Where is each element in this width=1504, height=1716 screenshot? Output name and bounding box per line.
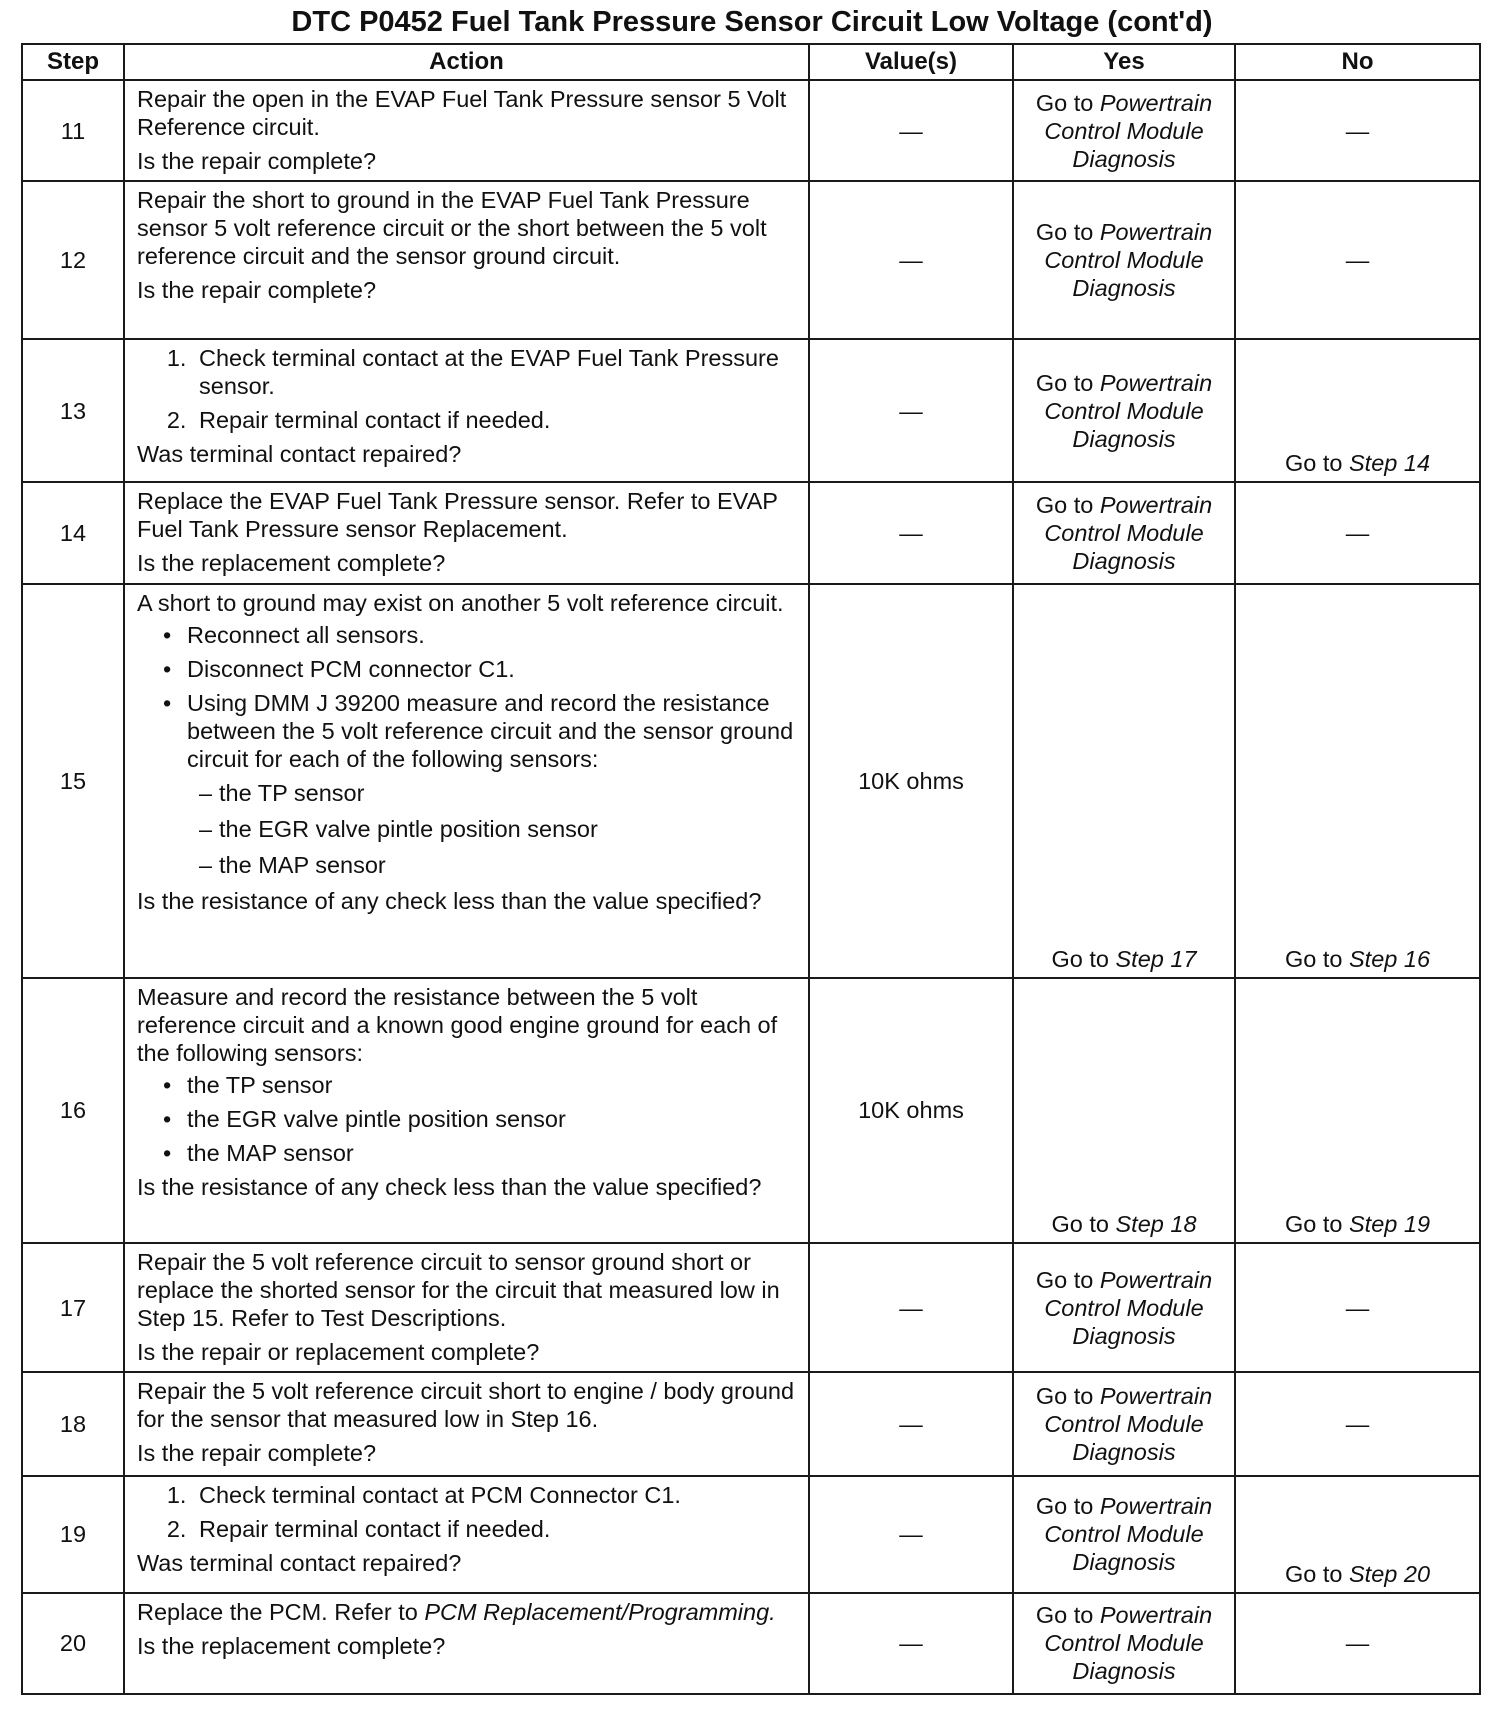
yes-cell [1013, 1243, 1235, 1372]
go-to-text: Go to [1035, 1493, 1100, 1520]
diagnostic-table [21, 43, 1481, 1695]
pcm-link-line1: Powertrain [1099, 369, 1213, 396]
go-to-text: Go to [1284, 1560, 1349, 1587]
pcm-link-line3: Diagnosis [1072, 1438, 1176, 1465]
table-row [22, 80, 1480, 181]
pcm-link-line3: Diagnosis [1072, 425, 1176, 452]
value-cell: 10K ohms [809, 978, 1013, 1243]
yes-cell [1013, 584, 1235, 978]
pcm-link-line3: Diagnosis [1072, 548, 1176, 575]
no-cell: — [1235, 482, 1480, 583]
action-cell [124, 1372, 809, 1475]
step-number: 13 [22, 339, 124, 483]
step-link: Step 20 [1349, 1560, 1431, 1587]
step-number: 18 [22, 1372, 124, 1475]
pcm-link-line3: Diagnosis [1072, 1658, 1176, 1685]
step-number: 14 [22, 482, 124, 583]
yes-cell [1013, 339, 1235, 483]
step-number: 15 [22, 584, 124, 978]
header-action: Action [124, 44, 809, 80]
table-row [22, 482, 1480, 583]
action-text: Repair the 5 volt reference circuit short to engine / body ground for the sensor that measured low in Step 16. [137, 1378, 795, 1433]
header-row [22, 44, 1480, 80]
action-cell [124, 1243, 809, 1372]
list-item: – the EGR valve pintle position sensor [219, 815, 802, 843]
yes-cell [1013, 1593, 1235, 1694]
action-text: Measure and record the resistance between the 5 volt reference circuit and a known good engine ground for each of the following sensors: [137, 983, 778, 1066]
pcm-link-line1: Powertrain [1099, 1602, 1213, 1629]
value-cell: — [809, 1372, 1013, 1475]
value-cell: — [809, 1476, 1013, 1593]
step-number: 20 [22, 1593, 124, 1694]
yes-cell [1013, 482, 1235, 583]
table-row [22, 1372, 1480, 1475]
action-question: Was terminal contact repaired? [137, 1549, 462, 1576]
pcm-link-line2: Control Module [1044, 520, 1204, 547]
value-cell: — [809, 181, 1013, 339]
header-values: Value(s) [809, 44, 1013, 80]
action-text: Repair the open in the EVAP Fuel Tank Pressure sensor 5 Volt Reference circuit. [137, 86, 787, 140]
pcm-link-line2: Control Module [1044, 247, 1204, 273]
go-to-text: Go to [1035, 1382, 1100, 1409]
table-row [22, 584, 1480, 978]
action-text-pre: Replace the PCM. Refer to [137, 1598, 425, 1625]
step-link: Step 16 [1349, 945, 1431, 972]
action-question: Was terminal contact repaired? [137, 440, 462, 467]
step-number: 19 [22, 1476, 124, 1593]
action-text: Repair the 5 volt reference circuit to sensor ground short or replace the shorted sensor for the circuit that measured low in Step 15. Refer to Test Descriptions. [137, 1248, 780, 1331]
pcm-link-line1: Powertrain [1099, 1382, 1213, 1409]
yes-cell [1013, 978, 1235, 1243]
page-title: DTC P0452 Fuel Tank Pressure Sensor Circuit Low Voltage (cont'd) [291, 6, 1213, 38]
go-to-text: Go to [1284, 945, 1349, 972]
go-to-text: Go to [1051, 1210, 1116, 1237]
no-cell [1235, 584, 1480, 978]
pcm-link-line1: Powertrain [1099, 1493, 1213, 1520]
numbered-list [137, 344, 802, 434]
value-cell: — [809, 1593, 1013, 1694]
action-cell [124, 584, 809, 978]
action-question: Is the replacement complete? [137, 550, 446, 577]
pcm-link-line2: Control Module [1044, 1630, 1204, 1657]
pcm-link-line2: Control Module [1044, 117, 1204, 144]
step-link: Step 19 [1349, 1210, 1431, 1237]
yes-cell [1013, 80, 1235, 181]
go-to-text: Go to [1035, 1266, 1100, 1293]
value-cell: — [809, 1243, 1013, 1372]
action-question: Is the repair complete? [137, 148, 377, 174]
numbered-list [137, 1481, 802, 1543]
value-cell: 10K ohms [809, 584, 1013, 978]
yes-cell [1013, 1476, 1235, 1593]
pcm-link-line3: Diagnosis [1072, 145, 1176, 172]
action-cell [124, 80, 809, 181]
pcm-link-line2: Control Module [1044, 1521, 1204, 1548]
header-yes: Yes [1013, 44, 1235, 80]
no-cell: — [1235, 181, 1480, 339]
table-row [22, 339, 1480, 483]
action-question: Is the replacement complete? [137, 1632, 446, 1659]
action-cell [124, 339, 809, 483]
bullet-list [137, 1071, 802, 1167]
action-text: Repair the short to ground in the EVAP Fuel Tank Pressure sensor 5 volt reference circuit or the short between the 5 volt reference circuit and the sensor ground circuit. [137, 187, 767, 270]
action-cell [124, 482, 809, 583]
step-link: Step 17 [1115, 945, 1197, 972]
action-text [137, 1598, 802, 1626]
no-cell: — [1235, 1372, 1480, 1475]
pcm-link-line1: Powertrain [1099, 219, 1213, 245]
action-question: Is the repair complete? [137, 1440, 377, 1467]
action-cell [124, 978, 809, 1243]
step-link: Step 18 [1115, 1210, 1197, 1237]
pcm-link-line2: Control Module [1044, 397, 1204, 424]
no-cell [1235, 978, 1480, 1243]
go-to-text: Go to [1051, 945, 1116, 972]
dash-list [137, 779, 802, 879]
bullet-list [137, 621, 802, 773]
action-cell [124, 1593, 809, 1694]
pcm-link-line1: Powertrain [1099, 89, 1213, 116]
list-item: • Disconnect PCM connector C1. [187, 655, 802, 683]
go-to-text: Go to [1035, 1602, 1100, 1629]
pcm-link-line3: Diagnosis [1072, 1549, 1176, 1576]
action-question: Is the resistance of any check less than the value specified? [137, 887, 762, 914]
yes-cell [1013, 181, 1235, 339]
yes-cell [1013, 1372, 1235, 1475]
step-number: 11 [22, 80, 124, 181]
action-question: Is the resistance of any check less than the value specified? [137, 1173, 762, 1200]
step-number: 16 [22, 978, 124, 1243]
no-cell: — [1235, 1593, 1480, 1694]
pcm-replacement-ref: PCM Replacement/Programming. [424, 1598, 776, 1625]
pcm-link-line2: Control Module [1044, 1410, 1204, 1437]
action-question: Is the repair or replacement complete? [137, 1338, 540, 1365]
list-item: • the MAP sensor [187, 1139, 802, 1167]
value-cell: — [809, 339, 1013, 483]
go-to-text: Go to [1284, 1210, 1349, 1237]
value-cell: — [809, 482, 1013, 583]
pcm-link-line1: Powertrain [1099, 1266, 1213, 1293]
step-number: 17 [22, 1243, 124, 1372]
list-item: 1. Check terminal contact at PCM Connector C1. [193, 1481, 802, 1509]
go-to-text: Go to [1035, 369, 1100, 396]
table-row [22, 978, 1480, 1243]
pcm-link-line1: Powertrain [1099, 492, 1213, 519]
step-link: Step 14 [1349, 450, 1431, 477]
action-text: A short to ground may exist on another 5 volt reference circuit. [137, 589, 784, 616]
list-item: 1. Check terminal contact at the EVAP Fuel Tank Pressure sensor. [193, 344, 802, 400]
list-item: • Reconnect all sensors. [187, 621, 802, 649]
step-number: 12 [22, 181, 124, 339]
list-item: • the TP sensor [187, 1071, 802, 1099]
header-no: No [1235, 44, 1480, 80]
list-item: • Using DMM J 39200 measure and record the resistance between the 5 volt reference circuit and the sensor ground circuit for each of the following sensors: [187, 689, 802, 773]
go-to-text: Go to [1035, 492, 1100, 519]
no-cell [1235, 1476, 1480, 1593]
list-item: – the TP sensor [219, 779, 802, 807]
list-item: – the MAP sensor [219, 851, 802, 879]
action-question: Is the repair complete? [137, 277, 377, 304]
go-to-text: Go to [1284, 450, 1349, 477]
header-step: Step [22, 44, 124, 80]
list-item: 2. Repair terminal contact if needed. [193, 406, 802, 434]
table-row [22, 1476, 1480, 1593]
pcm-link-line3: Diagnosis [1072, 275, 1176, 301]
no-cell: — [1235, 1243, 1480, 1372]
go-to-text: Go to [1035, 89, 1100, 116]
list-item: • the EGR valve pintle position sensor [187, 1105, 802, 1133]
go-to-text: Go to [1035, 219, 1100, 245]
table-row [22, 1243, 1480, 1372]
table-row [22, 1593, 1480, 1694]
action-cell [124, 181, 809, 339]
action-text: Replace the EVAP Fuel Tank Pressure sensor. Refer to EVAP Fuel Tank Pressure sensor Replacement. [137, 488, 778, 543]
pcm-link-line2: Control Module [1044, 1294, 1204, 1321]
pcm-link-line3: Diagnosis [1072, 1322, 1176, 1349]
action-cell [124, 1476, 809, 1593]
table-row [22, 181, 1480, 339]
no-cell [1235, 339, 1480, 483]
list-item: 2. Repair terminal contact if needed. [193, 1515, 802, 1543]
no-cell: — [1235, 80, 1480, 181]
value-cell: — [809, 80, 1013, 181]
